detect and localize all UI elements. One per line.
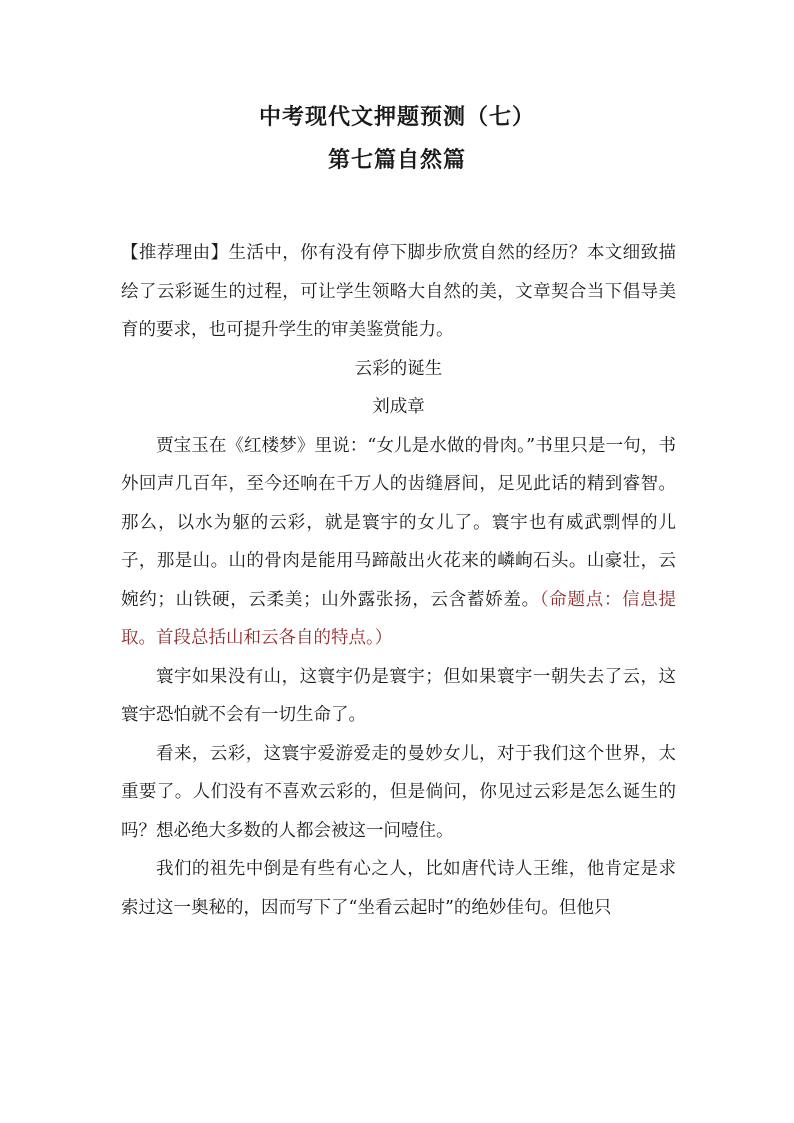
recommendation-label: 【推荐理由】 — [121, 243, 229, 263]
annotation-note: （命题点：信息提取。首段总括山和云各自的特点。） — [121, 589, 677, 648]
document-body — [121, 234, 676, 927]
document-subtitle: 第七篇自然篇 — [327, 147, 466, 173]
document-title: 中考现代文押题预测（七） — [258, 104, 535, 130]
article-author: 刘成章 — [372, 397, 425, 417]
recommendation-paragraph — [121, 234, 676, 350]
paragraph-1-text: 贾宝玉在《红楼梦》里说：“女儿是水做的骨肉。”书里只是一句，书外回声几百年，至今还响在千万人的齿缝唇间，足见此话的精到睿智。那么，以水为躯的云彩，就是寰宇的女儿了。寰宇也有威武剽悍的儿子，那是山。山的骨肉是能用马蹄敲出火花来的嶙峋石头。山豪壮，云婉约；山铁硬，云柔美；山外露张扬，云含蓄娇羞。 — [121, 435, 676, 610]
paragraph-2: 寰宇如果没有山，这寰宇仍是寰宇；但如果寰宇一朝失去了云，这寰宇恐怕就不会有一切生命了。 — [121, 666, 676, 725]
paragraph-1 — [121, 427, 676, 658]
article-title: 云彩的诞生 — [354, 358, 443, 379]
paragraph-3: 看来，云彩，这寰宇爱游爱走的曼妙女儿，对于我们这个世界，太重要了。人们没有不喜欢云彩的，但是倘问，你见过云彩是怎么诞生的吗？想必绝大多数的人都会被这一问噎住。 — [121, 743, 676, 841]
recommendation-text: 生活中，你有没有停下脚步欣赏自然的经历？本文细致描绘了云彩诞生的过程，可让学生领略大自然的美，文章契合当下倡导美育的要求，也可提升学生的审美鉴赏能力。 — [121, 243, 676, 340]
paragraph-4: 我们的祖先中倒是有些有心之人，比如唐代诗人王维，他肯定是求索过这一奥秘的，因而写下了“坐看云起时”的绝妙佳句。但他只 — [121, 859, 676, 918]
